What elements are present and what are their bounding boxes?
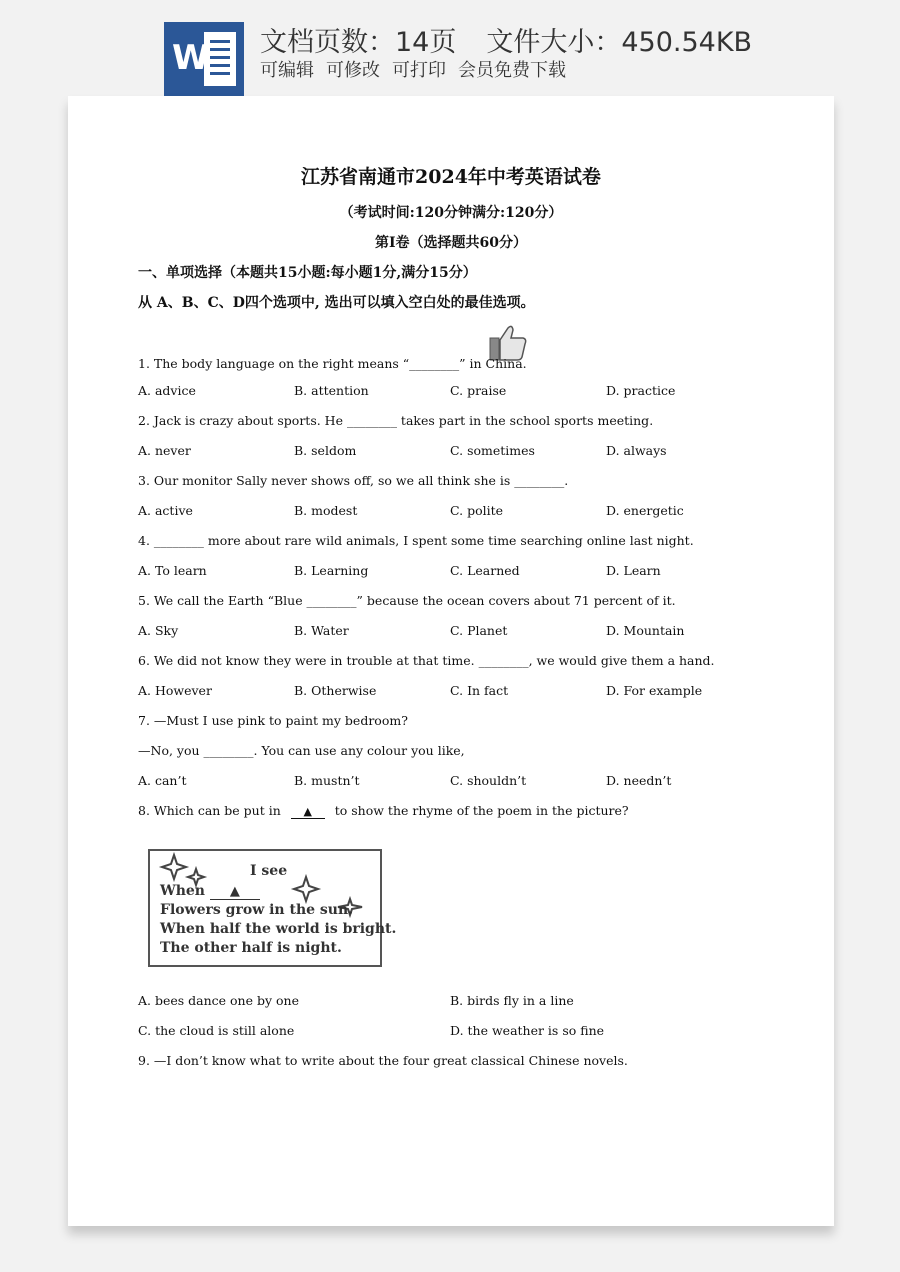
word-doc-icon — [164, 22, 244, 96]
question-7: 7. —Must I use pink to paint my bedroom? — [138, 713, 408, 728]
exam-info: （考试时间:120分钟满分:120分） — [339, 205, 563, 221]
question-9: 9. —I don’t know what to write about the four great classical Chinese novels. — [138, 1053, 628, 1068]
feature-printable: 可打印 — [392, 60, 446, 81]
file-size: 文件大小：450.54KB — [486, 27, 753, 58]
poem-title: I see — [250, 863, 288, 879]
page-count: 文档页数：14页 — [260, 27, 457, 58]
q4-option-d: D. Learn — [606, 563, 661, 578]
section-heading: 一、单项选择（本题共15小题:每小题1分,满分15分） — [138, 265, 477, 281]
feature-editable: 可编辑 — [260, 60, 314, 81]
q5-option-d: D. Mountain — [606, 623, 685, 638]
q6-option-d: D. For example — [606, 683, 703, 698]
question-8-blank: ▲ — [291, 805, 325, 819]
poem-picture — [148, 849, 397, 967]
q4-option-c: C. Learned — [450, 563, 520, 578]
q8-option-b: B. birds fly in a line — [450, 993, 574, 1008]
q1-option-b: B. attention — [294, 383, 369, 398]
q1-option-c: C. praise — [450, 383, 507, 398]
poem-line-1-prefix: When — [160, 883, 205, 899]
poem-line-3: When half the world is bright. — [160, 921, 397, 937]
q2-option-a: A. never — [138, 443, 191, 458]
q1-option-d: D. practice — [606, 383, 676, 398]
q1-option-a: A. advice — [138, 383, 196, 398]
q6-option-b: B. Otherwise — [294, 683, 377, 698]
part-heading: 第Ⅰ卷（选择题共60分） — [374, 235, 528, 251]
q3-option-d: D. energetic — [606, 503, 684, 518]
poem-line-4: The other half is night. — [160, 940, 342, 956]
question-6: 6. We did not know they were in trouble at that time. ________, we would give them a hand. — [138, 653, 715, 668]
q4-option-b: B. Learning — [294, 563, 369, 578]
document-page — [68, 96, 834, 1226]
q7-option-a: A. can’t — [138, 773, 187, 788]
question-7-reply: —No, you ________. You can use any colour you like, — [138, 743, 465, 758]
q8-option-a: A. bees dance one by one — [138, 993, 299, 1008]
q5-option-b: B. Water — [294, 623, 349, 638]
q8-option-c: C. the cloud is still alone — [138, 1023, 295, 1038]
q3-option-a: A. active — [138, 503, 193, 518]
poem-line-2: Flowers grow in the sun. — [160, 902, 354, 918]
q2-option-c: C. sometimes — [450, 443, 535, 458]
q3-option-c: C. polite — [450, 503, 504, 518]
q7-option-c: C. shouldn’t — [450, 773, 527, 788]
q3-option-b: B. modest — [294, 503, 358, 518]
question-1: 1. The body language on the right means “________” in China. — [138, 356, 527, 371]
q8-option-d: D. the weather is so fine — [450, 1023, 605, 1038]
question-3: 3. Our monitor Sally never shows off, so we all think she is ________. — [138, 473, 569, 488]
question-2: 2. Jack is crazy about sports. He ________ takes part in the school sports meeting. — [138, 413, 654, 428]
q7-option-d: D. needn’t — [606, 773, 672, 788]
feature-list — [260, 56, 578, 82]
file-meta — [260, 20, 782, 59]
word-letter: W — [172, 38, 210, 78]
q6-option-c: C. In fact — [450, 683, 509, 698]
q2-option-d: D. always — [606, 443, 667, 458]
download-banner — [0, 0, 900, 100]
q2-option-b: B. seldom — [294, 443, 357, 458]
instruction: 从 A、B、C、D四个选项中, 选出可以填入空白处的最佳选项。 — [138, 295, 535, 311]
poem-blank: ▲ — [210, 884, 260, 900]
question-5: 5. We call the Earth “Blue ________” because the ocean covers about 71 percent of it. — [138, 593, 676, 608]
q7-option-b: B. mustn’t — [294, 773, 360, 788]
poem-line-1 — [160, 883, 260, 900]
q5-option-c: C. Planet — [450, 623, 508, 638]
feature-modifiable: 可修改 — [326, 60, 380, 81]
question-8-text-after: to show the rhyme of the poem in the picture? — [334, 803, 629, 818]
question-4: 4. ________ more about rare wild animals, I spent some time searching online last night. — [138, 533, 694, 548]
q6-option-a: A. However — [138, 683, 212, 698]
q5-option-a: A. Sky — [138, 623, 179, 638]
q4-option-a: A. To learn — [138, 563, 207, 578]
question-8 — [138, 803, 629, 819]
feature-member-free: 会员免费下载 — [458, 60, 566, 81]
question-8-text: 8. Which can be put in — [138, 803, 281, 818]
doc-title: 江苏省南通市2024年中考英语试卷 — [301, 166, 601, 188]
